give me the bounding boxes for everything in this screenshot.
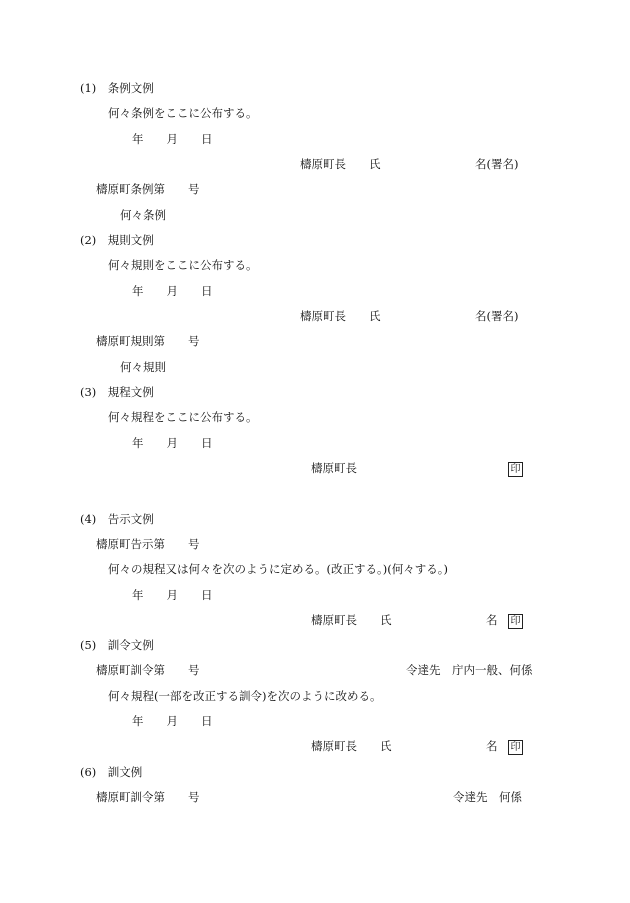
seal-mark xyxy=(508,461,523,477)
section-heading: (4) 告示文例 xyxy=(80,512,154,526)
recipient-line: 令達先 何係 xyxy=(453,790,522,804)
promulgation-text: 何々規則をここに公布する。 xyxy=(108,258,258,272)
signatory-office: 檮原町長 氏 xyxy=(311,613,392,627)
seal-stamp-icon: 印 xyxy=(508,740,523,755)
document-title: 何々規則 xyxy=(120,360,166,374)
section-heading: (3) 規程文例 xyxy=(80,385,154,399)
signatory-name: 名(署名) xyxy=(475,309,519,323)
document-number: 檮原町条例第 号 xyxy=(96,182,200,196)
document-title: 何々条例 xyxy=(120,208,166,222)
section-heading: (6) 訓文例 xyxy=(80,765,143,779)
date-line: 年 月 日 xyxy=(132,284,213,298)
date-line: 年 月 日 xyxy=(132,436,213,450)
promulgation-text: 何々規程をここに公布する。 xyxy=(108,410,258,424)
section-heading: (1) 条例文例 xyxy=(80,81,154,95)
signatory-office: 檮原町長 氏 xyxy=(311,739,392,753)
promulgation-text: 何々条例をここに公布する。 xyxy=(108,106,258,120)
signatory-name: 名 xyxy=(486,739,498,753)
signatory-office: 檮原町長 xyxy=(311,461,357,475)
seal-mark xyxy=(508,739,523,755)
date-line: 年 月 日 xyxy=(132,132,213,146)
document-number: 檮原町規則第 号 xyxy=(96,334,200,348)
document-number: 檮原町訓令第 号 xyxy=(96,790,200,804)
signatory-office: 檮原町長 氏 xyxy=(300,309,381,323)
date-line: 年 月 日 xyxy=(132,714,213,728)
recipient-line: 令達先 庁内一般、何係 xyxy=(406,663,533,677)
section-heading: (2) 規則文例 xyxy=(80,233,154,247)
signatory-name: 名 xyxy=(486,613,498,627)
notice-text: 何々の規程又は何々を次のように定める。(改正する。)(何々する。) xyxy=(108,562,448,576)
instruction-text: 何々規程(一部を改正する訓令)を次のように改める。 xyxy=(108,689,382,703)
signatory-office: 檮原町長 氏 xyxy=(300,157,381,171)
document-number: 檮原町告示第 号 xyxy=(96,537,200,551)
seal-stamp-icon: 印 xyxy=(508,462,523,477)
section-heading: (5) 訓令文例 xyxy=(80,638,154,652)
signatory-name: 名(署名) xyxy=(475,157,519,171)
seal-mark xyxy=(508,613,523,629)
document-number: 檮原町訓令第 号 xyxy=(96,663,200,677)
date-line: 年 月 日 xyxy=(132,588,213,602)
seal-stamp-icon: 印 xyxy=(508,614,523,629)
